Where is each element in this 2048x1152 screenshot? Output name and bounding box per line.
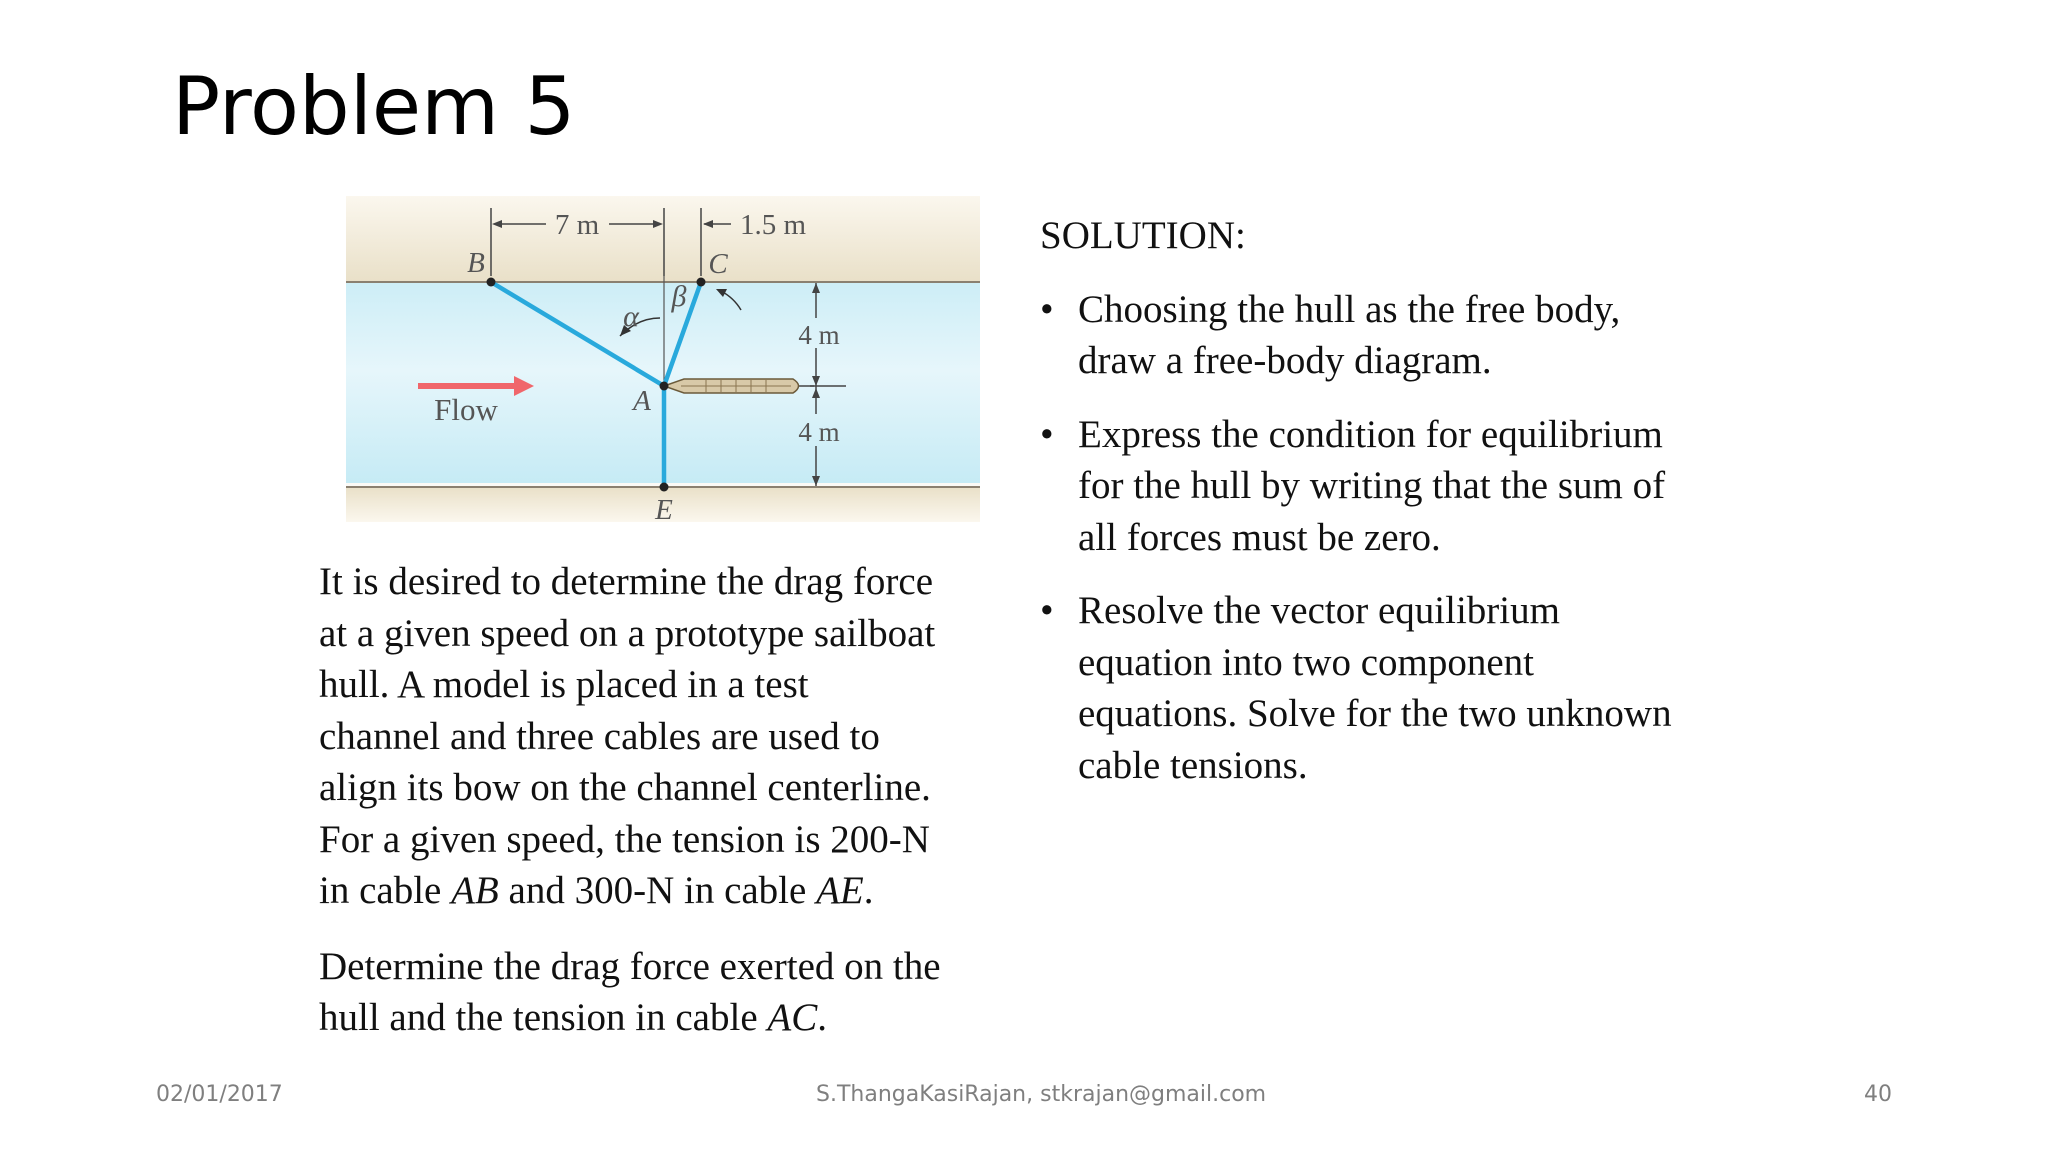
channel-figure [346, 196, 980, 522]
point-a [660, 382, 669, 391]
dim-label-4m-upper: 4 m [798, 320, 840, 350]
point-a-label: A [633, 385, 651, 417]
point-c [697, 278, 706, 287]
problem-text-part: . [863, 869, 874, 912]
footer-date: 02/01/2017 [156, 1082, 283, 1107]
point-e [660, 483, 669, 492]
upper-bank [346, 196, 980, 282]
slide-title: Problem 5 [172, 60, 576, 153]
dim-label-1-5m: 1.5 m [739, 209, 807, 241]
cable-ac-label: AC [767, 996, 818, 1039]
point-b-label: B [467, 247, 485, 279]
dim-label-4m-lower: 4 m [798, 417, 840, 447]
dim-label-7m: 7 m [554, 209, 600, 241]
solution-section [1040, 210, 1770, 813]
problem-statement [319, 556, 1019, 1068]
solution-item [1040, 409, 1770, 564]
solution-heading: SOLUTION: [1040, 214, 1246, 257]
solution-item-text: Choosing the hull as the free body, draw a free-body diagram. [1078, 287, 1621, 382]
problem-paragraph-2 [319, 941, 1019, 1044]
solution-item-text: Resolve the vector equilibrium equation into two component equations. Solve for the two unknown cable tensions. [1078, 589, 1672, 787]
problem-paragraph-1 [319, 556, 1019, 917]
hull-model [664, 379, 799, 393]
bullet-icon: • [1040, 412, 1054, 456]
problem-text-part: Determine the drag force exerted on the hull and the tension in cable [319, 944, 941, 1039]
bullet-icon: • [1040, 589, 1054, 632]
cable-ab-label: AB [451, 869, 499, 912]
bullet-icon: • [1040, 287, 1054, 331]
solution-item [1040, 585, 1770, 791]
channel-diagram [346, 196, 980, 522]
flow-label: Flow [434, 392, 498, 427]
point-e-label: E [655, 494, 673, 522]
footer-author: S.ThangaKasiRajan, stkrajan@gmail.com [816, 1082, 1267, 1107]
problem-text-part: and 300-N in cable [498, 869, 817, 912]
alpha-label: α [623, 300, 639, 333]
footer-page-number: 40 [1864, 1082, 1892, 1107]
problem-text-part: . [817, 996, 827, 1039]
solution-list [1040, 284, 1770, 792]
beta-label: β [671, 280, 687, 313]
point-c-label: C [708, 248, 728, 280]
solution-item-text: Express the condition for equilibrium for the hull by writing that the sum of all forces must be zero. [1078, 412, 1666, 559]
point-b [487, 278, 496, 287]
solution-item [1040, 284, 1770, 387]
problem-text-part: It is desired to determine the drag force at a given speed on a prototype sailboat hull. A model is placed in a test channel and three cables are used to align its bow on the channel centerline. For a given speed, the tension is 200-N in cable [319, 560, 936, 912]
cable-ae-label: AE [816, 869, 864, 912]
